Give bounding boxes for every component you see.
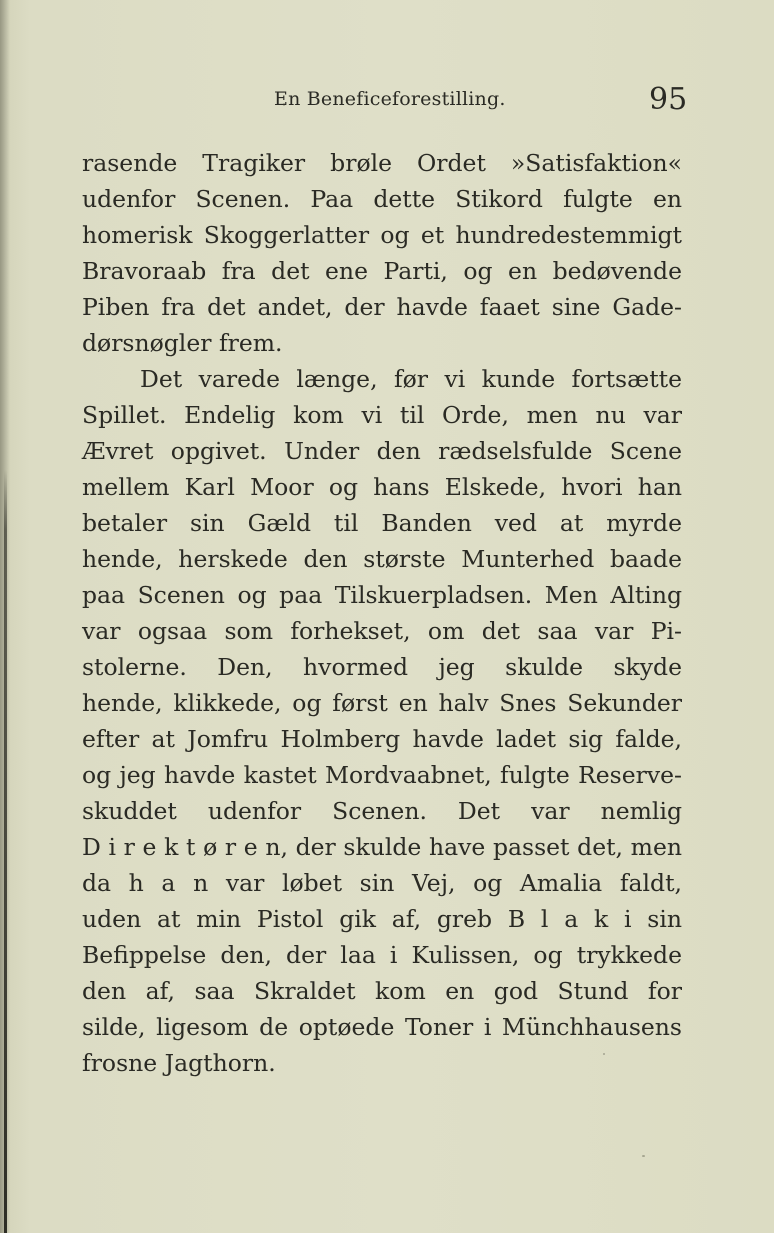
text-line: D i r e k t ø r e n, der skulde have passet det, men bbox=[82, 833, 682, 861]
text-line: mellem Karl Moor og hans Elskede, hvori han bbox=[82, 473, 682, 501]
text-line: silde, ligesom de optøede Toner i Münchhausens bbox=[82, 1013, 682, 1041]
text-line: skuddet udenfor Scenen. Det var nemlig bbox=[82, 797, 682, 825]
text-line: Piben fra det andet, der havde faaet sine Gade- bbox=[82, 293, 682, 321]
text-line: var ogsaa som forhekset, om det saa var Pi- bbox=[82, 617, 682, 645]
text-line: Bravoraab fra det ene Parti, og en bedøvende bbox=[82, 257, 682, 285]
text-line: efter at Jomfru Holmberg havde ladet sig falde, bbox=[82, 725, 682, 753]
body-text bbox=[82, 145, 682, 1081]
text-line: Spillet. Endelig kom vi til Orde, men nu var bbox=[82, 401, 682, 429]
text-line: uden at min Pistol gik af, greb B l a k i sin bbox=[82, 905, 682, 933]
paper-speck bbox=[603, 1053, 605, 1055]
text-line: hende, herskede den største Munterhed baade bbox=[82, 545, 682, 573]
text-line: og jeg havde kastet Mordvaabnet, fulgte Reserve- bbox=[82, 761, 682, 789]
text-line: Det varede længe, før vi kunde fortsætte bbox=[140, 365, 682, 393]
text-line: stolerne. Den, hvormed jeg skulde skyde bbox=[82, 653, 682, 681]
paper-speck bbox=[642, 1155, 645, 1157]
page-header bbox=[0, 82, 774, 122]
text-line: da h a n var løbet sin Vej, og Amalia faldt, bbox=[82, 869, 682, 897]
text-line: den af, saa Skraldet kom en god Stund for bbox=[82, 977, 682, 1005]
running-title: En Beneficeforestilling. bbox=[274, 88, 506, 110]
text-line: paa Scenen og paa Tilskuerpladsen. Men Alting bbox=[82, 581, 682, 609]
paper-speck bbox=[283, 103, 285, 106]
spine-edge bbox=[4, 470, 7, 1233]
page-number: 95 bbox=[649, 82, 688, 117]
text-line: betaler sin Gæld til Banden ved at myrde bbox=[82, 509, 682, 537]
text-line: rasende Tragiker brøle Ordet »Satisfaktion« bbox=[82, 149, 682, 177]
text-line: homerisk Skoggerlatter og et hundredestemmigt bbox=[82, 221, 682, 249]
text-line: udenfor Scenen. Paa dette Stikord fulgte en bbox=[82, 185, 682, 213]
text-line: frosne Jagthorn. bbox=[82, 1049, 276, 1077]
text-line: Befippelse den, der laa i Kulissen, og trykkede bbox=[82, 941, 682, 969]
text-line: Ævret opgivet. Under den rædselsfulde Scene bbox=[82, 437, 682, 465]
text-line: hende, klikkede, og først en halv Snes Sekunder bbox=[82, 689, 682, 717]
text-line: dørsnøgler frem. bbox=[82, 329, 283, 357]
